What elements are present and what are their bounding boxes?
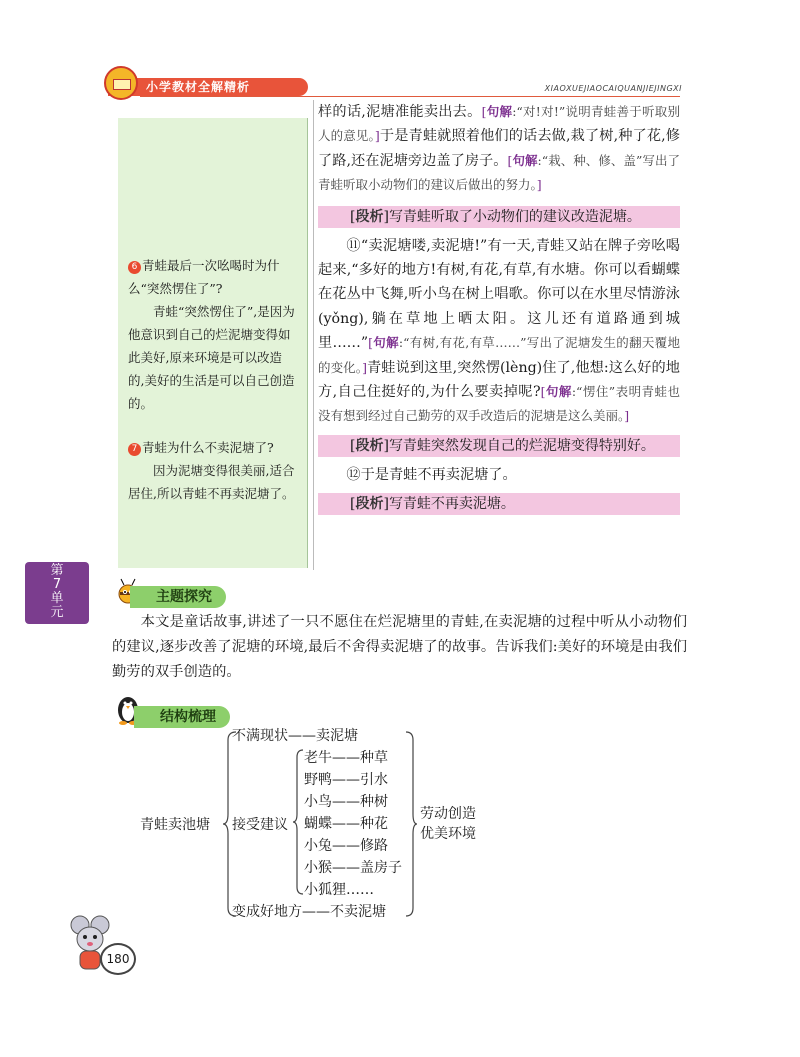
suggestion-item: 蝴蝶——种花 <box>304 816 388 832</box>
page-number: 180 <box>100 943 136 975</box>
suggestion-item: 老牛——种草 <box>304 750 388 766</box>
structure-conclusion-1: 劳动创造 <box>420 806 476 822</box>
header-title: 小学教材全解精析 <box>146 80 251 94</box>
paragraph-analysis-bar: [段析]写青蛙听取了小动物们的建议改造泥塘。 <box>318 206 680 228</box>
number-6-icon: 6 <box>128 261 141 274</box>
paragraph-12: ⑫于是青蛙不再卖泥塘了。 <box>346 466 517 483</box>
suggestion-item: 小鸟——种树 <box>304 794 388 810</box>
side-note-question: 6 青蛙最后一次吆喝时为什么“突然愣住了”? <box>128 258 280 296</box>
sentence-annotation: [句解:“有树,有花,有草……”写出了泥塘发生的翻天覆地的变化。] <box>318 335 680 375</box>
logo-icon <box>104 66 138 100</box>
structure-middle-label: 接受建议 <box>232 817 288 833</box>
paragraph-analysis-bar: [段析]写青蛙突然发现自己的烂泥塘变得特别好。 <box>318 435 680 457</box>
structure-heading: 结构梳理 <box>134 706 230 728</box>
sentence-annotation: [句解:“对!对!”说明青蛙善于听取别人的意见。] <box>318 104 680 144</box>
paragraph-analysis-bar: [段析]写青蛙不再卖泥塘。 <box>318 493 680 515</box>
theme-paragraph: 本文是童话故事,讲述了一只不愿住在烂泥塘里的青蛙,在卖泥塘的过程中听从小动物们的建议,逐步改善了泥塘的环境,最后不舍得卖泥塘了的故事。告诉我们:美好的环境是由我们勤劳的双手创造的。 <box>112 614 687 680</box>
structure-top: 不满现状——卖泥塘 <box>232 728 358 744</box>
sentence-annotation: [句解:“栽、种、修、盖”写出了青蛙听取小动物们的建议后做出的努力。] <box>318 152 680 193</box>
side-note-7 <box>128 436 296 505</box>
brace-suggestions <box>292 748 304 896</box>
paragraph-10-end: 样的话,泥塘准能卖出去。[句解:“对!对!”说明青蛙善于听取别人的意见。]于是青蛙就照着他们的话去做,栽了树,种了花,修了路,还在泥塘旁边盖了房子。[句解:“栽、种、修、盖”写出了青蛙听取小动物们的建议后做出的努力。] <box>318 104 680 193</box>
suggestion-item: 小兔——修路 <box>304 838 388 854</box>
structure-conclusion-2: 优美环境 <box>420 826 476 842</box>
side-note-question: 7 青蛙为什么不卖泥塘了? <box>128 436 296 459</box>
side-note-answer: 因为泥塘变得很美丽,适合居住,所以青蛙不再卖泥塘了。 <box>128 463 295 501</box>
number-7-icon: 7 <box>128 443 141 456</box>
suggestion-item: 小狐狸…… <box>304 882 374 898</box>
unit-tab: 第 7 单 元 <box>25 562 89 624</box>
side-note-6 <box>128 254 296 415</box>
structure-bottom: 变成好地方——不卖泥塘 <box>232 904 386 920</box>
suggestion-item: 小猴——盖房子 <box>304 860 402 876</box>
main-text-column <box>318 100 680 521</box>
header-subtitle: XIAOXUEJIAOCAIQUANJIEJINGXI <box>544 84 682 93</box>
structure-root: 青蛙卖池塘 <box>140 817 210 833</box>
side-note-answer: 青蛙“突然愣住了”,是因为他意识到自己的烂泥塘变得如此美好,原来环境是可以改造的,美好的生活是可以自己创造的。 <box>128 304 295 411</box>
brace-right <box>404 730 418 918</box>
column-divider <box>313 100 314 570</box>
suggestion-item: 野鸭——引水 <box>304 772 388 788</box>
theme-heading: 主题探究 <box>130 586 226 608</box>
paragraph-11: ⑪“卖泥塘喽,卖泥塘!”有一天,青蛙又站在牌子旁吆喝起来,“多好的地方!有树,有花,有草,有水塘。你可以看蝴蝶在花丛中飞舞,听小鸟在树上唱歌。你可以在水里尽情游泳(yǒng),躺在草地上晒太阳。这儿还有道路通到城里……”[句解:“有树,有花,有草……”写出了泥塘发生的翻天覆地的变化。]青蛙说到这里,突然愣(lèng)住了,他想:这么好的地方,自己住挺好的,为什么要卖掉呢?[句解:“愣住”表明青蛙也没有想到经过自己勤劳的双手改造后的泥塘是这么美丽。] <box>318 237 680 424</box>
sentence-annotation: [句解:“愣住”表明青蛙也没有想到经过自己勤劳的双手改造后的泥塘是这么美丽。] <box>318 384 680 424</box>
header-divider <box>140 96 680 97</box>
